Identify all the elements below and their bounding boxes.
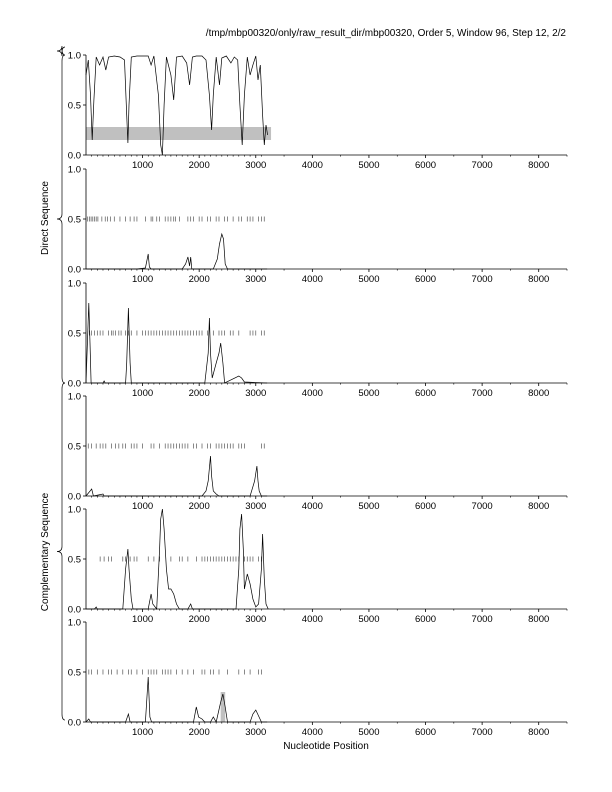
x-tick-label: 3000 [245, 388, 267, 399]
x-tick-label: 1000 [132, 274, 154, 285]
x-tick-label: 4000 [301, 501, 323, 512]
panel-4 [68, 392, 567, 513]
x-tick-label: 4000 [301, 274, 323, 285]
y-tick-label: 0.5 [67, 214, 81, 226]
x-tick-label: 7000 [471, 614, 493, 625]
x-tick-label: 4000 [301, 388, 323, 399]
x-tick-label: 8000 [528, 501, 550, 512]
x-tick-label: 5000 [358, 727, 380, 738]
group-label-complementary: Complementary Sequence [40, 492, 51, 612]
series-line [86, 234, 267, 269]
y-tick-label: 1.0 [67, 278, 81, 290]
y-tick-label: 1.0 [67, 504, 81, 516]
x-tick-label: 8000 [528, 160, 550, 171]
chart-panels [68, 51, 567, 739]
x-tick-label: 1000 [132, 160, 154, 171]
y-tick-label: 0.5 [67, 667, 81, 679]
x-tick-label: 4000 [301, 727, 323, 738]
x-tick-label: 6000 [414, 727, 437, 738]
y-tick-label: 0.0 [67, 717, 81, 729]
x-tick-label: 2000 [188, 614, 210, 625]
x-tick-label: 8000 [528, 388, 550, 399]
x-tick-label: 7000 [471, 274, 493, 285]
x-tick-label: 3000 [245, 727, 267, 738]
band-1 [86, 127, 271, 140]
brace-direct [57, 55, 65, 383]
x-tick-label: 1000 [132, 388, 154, 399]
y-tick-label: 0.0 [67, 491, 81, 503]
x-tick-label: 5000 [358, 501, 380, 512]
x-tick-label: 2000 [188, 160, 210, 171]
y-tick-label: 0.5 [67, 554, 81, 566]
band-1 [221, 692, 226, 722]
y-tick-label: 0.5 [67, 441, 81, 453]
x-tick-label: 2000 [188, 727, 210, 738]
x-axis-label: Nucleotide Position [283, 741, 369, 752]
series-line [86, 677, 267, 722]
y-tick-label: 0.0 [67, 150, 81, 162]
series-line [86, 303, 267, 383]
x-tick-label: 3000 [245, 501, 267, 512]
y-tick-label: 0.0 [67, 264, 81, 276]
y-tick-label: 0.0 [67, 378, 81, 390]
x-tick-label: 5000 [358, 160, 380, 171]
x-tick-label: 5000 [358, 388, 380, 399]
panel-5 [68, 505, 567, 626]
y-tick-label: 0.0 [67, 604, 81, 616]
x-tick-label: 8000 [528, 614, 550, 625]
y-tick-label: 1.0 [67, 617, 81, 629]
x-tick-label: 8000 [528, 274, 550, 285]
x-tick-label: 6000 [414, 614, 437, 625]
group-braces [57, 46, 65, 720]
series-line [86, 509, 268, 609]
panel-1 [68, 51, 567, 172]
x-tick-label: 7000 [471, 388, 493, 399]
panel-2 [68, 165, 567, 286]
x-tick-label: 2000 [188, 274, 210, 285]
x-tick-label: 5000 [358, 274, 380, 285]
x-tick-label: 4000 [301, 614, 323, 625]
brace-top-cap [57, 46, 65, 56]
x-tick-label: 2000 [188, 501, 210, 512]
x-tick-label: 2000 [188, 388, 210, 399]
group-label-direct: Direct Sequence [40, 181, 51, 255]
x-tick-label: 3000 [245, 274, 267, 285]
x-tick-label: 1000 [132, 614, 154, 625]
y-tick-label: 0.5 [67, 100, 81, 112]
x-tick-label: 5000 [358, 614, 380, 625]
x-tick-label: 4000 [301, 160, 323, 171]
x-tick-label: 6000 [414, 274, 437, 285]
x-tick-label: 3000 [245, 160, 267, 171]
x-tick-label: 8000 [528, 727, 550, 738]
series-line [86, 456, 267, 496]
x-tick-label: 3000 [245, 614, 267, 625]
x-tick-label: 6000 [414, 388, 437, 399]
chart-header: /tmp/mbp00320/only/raw_result_dir/mbp00320, Order 5, Window 96, Step 12, 2/2 [205, 28, 566, 39]
y-tick-label: 0.5 [67, 328, 81, 340]
y-tick-label: 1.0 [67, 164, 81, 176]
series-line [86, 56, 268, 155]
y-tick-label: 1.0 [67, 391, 81, 403]
x-tick-label: 6000 [414, 160, 437, 171]
x-tick-label: 7000 [471, 501, 493, 512]
y-tick-label: 1.0 [67, 50, 81, 62]
panel-3 [68, 279, 567, 400]
x-tick-label: 7000 [471, 727, 493, 738]
x-tick-label: 1000 [132, 501, 154, 512]
x-tick-label: 6000 [414, 501, 437, 512]
x-tick-label: 1000 [132, 727, 154, 738]
x-tick-label: 7000 [471, 160, 493, 171]
brace-complementary [57, 383, 65, 720]
panel-6 [68, 618, 567, 739]
